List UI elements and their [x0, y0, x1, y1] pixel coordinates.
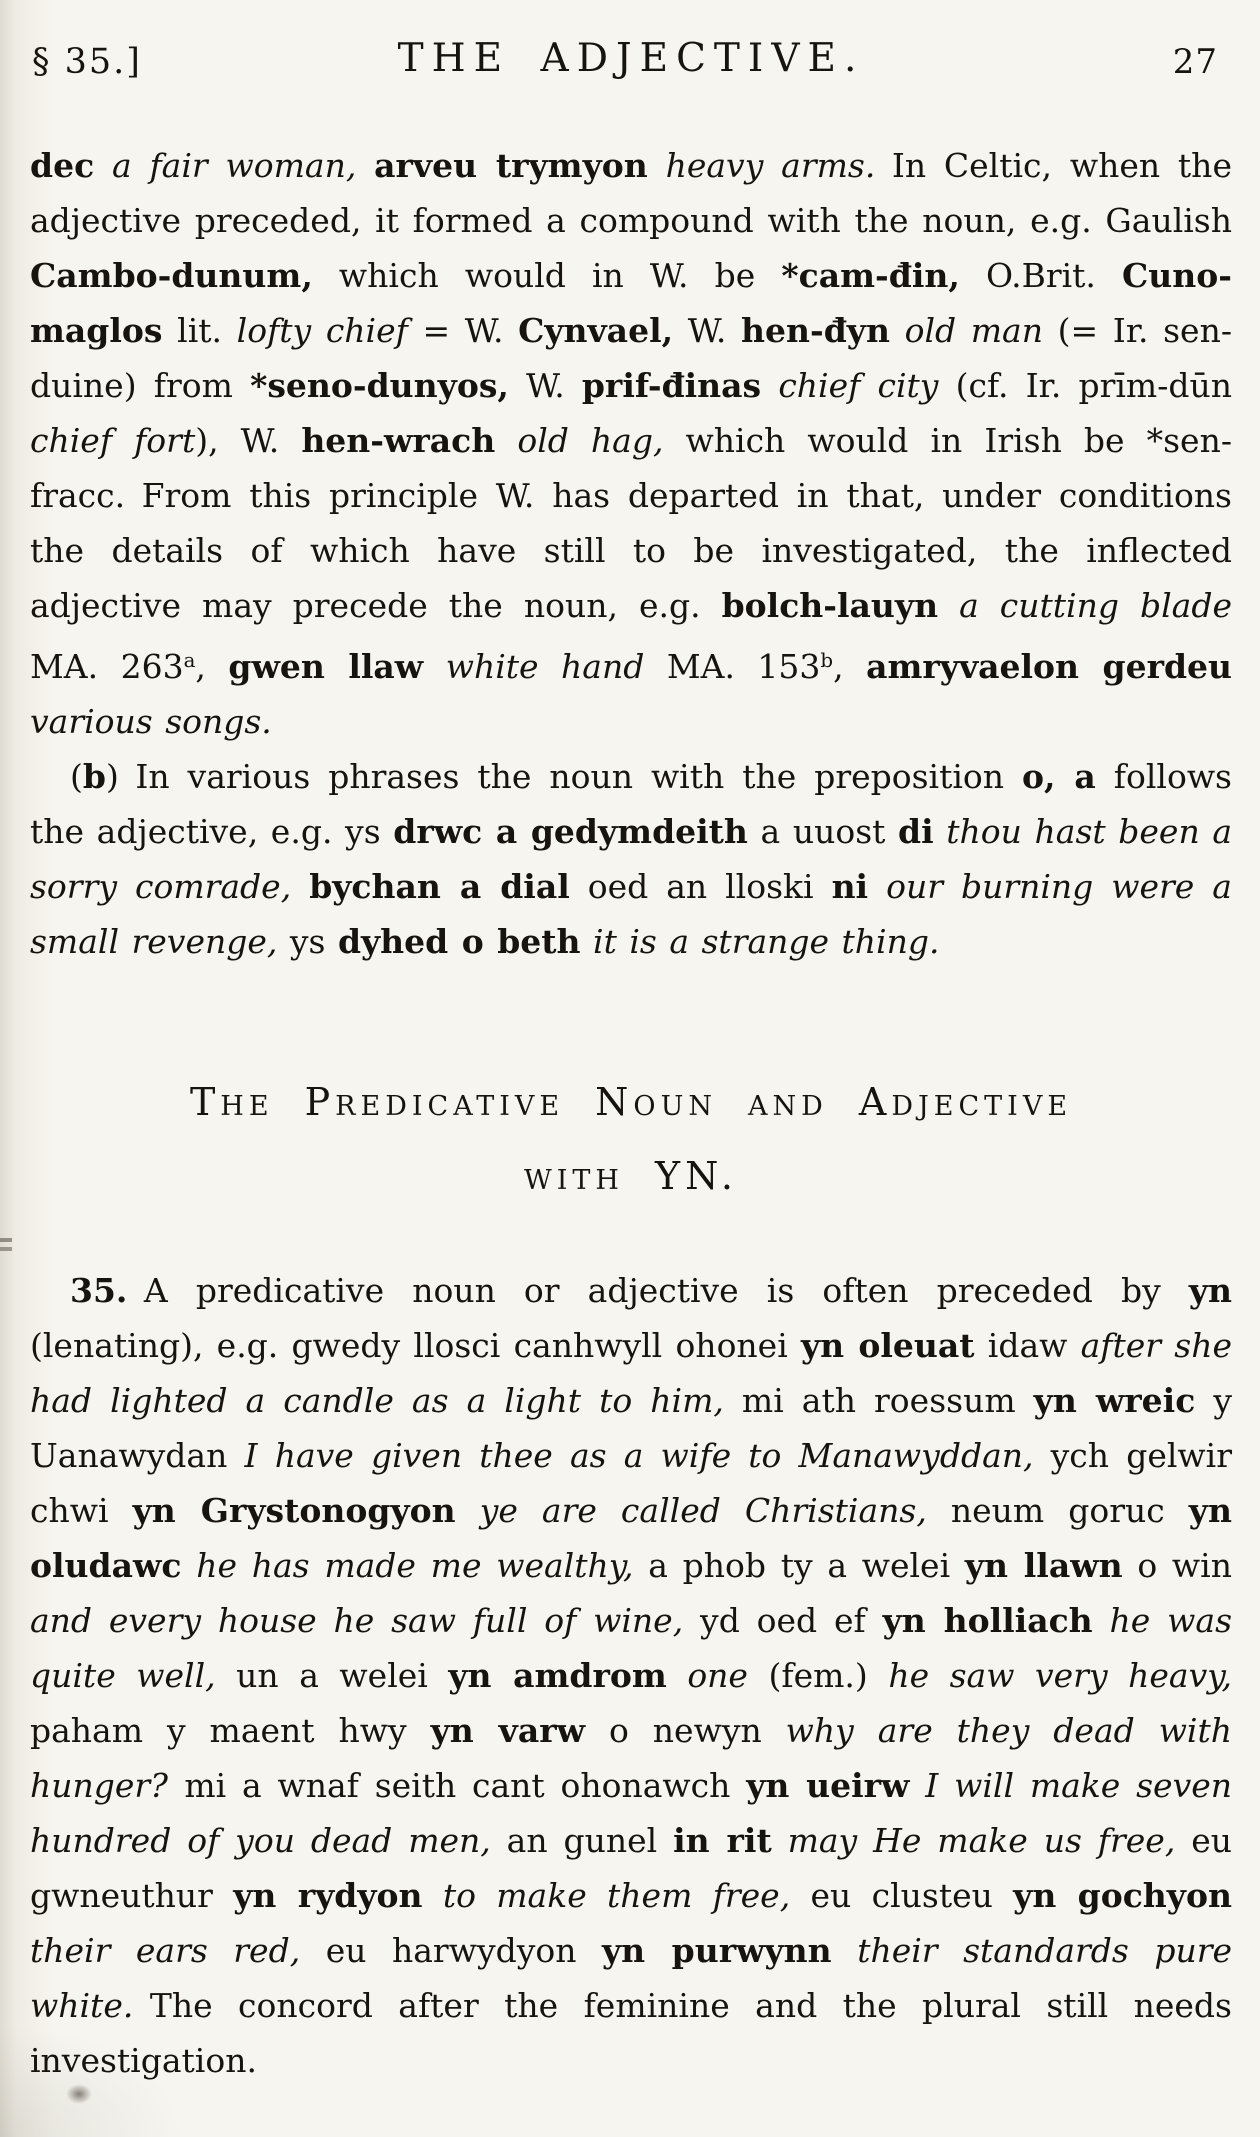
- text-run: *seno-dunyos,: [250, 366, 509, 405]
- section-marker: § 35.]: [32, 42, 142, 82]
- text-run: amryvaelon gerdeu: [866, 646, 1233, 686]
- text-run: yn oleuat: [801, 1325, 975, 1365]
- text-run: their ears red,: [30, 1930, 301, 1970]
- text-run: gwen llaw: [228, 646, 424, 686]
- text-run: W.: [673, 311, 742, 350]
- text-run: [772, 1821, 788, 1860]
- text-run: [495, 421, 517, 460]
- text-run: [291, 867, 309, 906]
- text-run: A predicative noun or adjective is often preceded by: [127, 1270, 1189, 1310]
- text-run: yn holliach: [882, 1600, 1093, 1640]
- text-run: ys: [277, 921, 338, 961]
- text-run: I have given thee as a wife to Manawyddan,: [244, 1435, 1034, 1475]
- text-run: yn rydyon: [233, 1875, 423, 1915]
- text-run: lit.: [162, 311, 237, 350]
- text-run: [581, 922, 594, 961]
- paragraph-adjective-continuation: [30, 138, 1232, 749]
- text-run: eu gwneuthur: [30, 1820, 1232, 1915]
- text-run: why are they dead with hunger?: [30, 1710, 1233, 1805]
- text-run: [934, 812, 947, 851]
- text-run: o win: [1122, 1545, 1232, 1585]
- text-run: which would in Irish be *sen-fracc. From this principle W. has departed in that, under conditions the details of which have still to be investigated, the inflected adjective may precede the noun, e.g.: [30, 421, 1232, 625]
- text-run: ), W.: [195, 421, 302, 460]
- text-run: may He make us free,: [787, 1820, 1176, 1860]
- text-run: follows the adjective, e.g. ys: [30, 756, 1232, 851]
- text-run: heavy arms.: [665, 146, 876, 185]
- text-run: [832, 1931, 858, 1970]
- text-run: a uuost: [747, 811, 899, 851]
- text-run: ni: [831, 866, 869, 906]
- text-run: di: [898, 811, 934, 851]
- text-run: yd oed ef: [683, 1600, 883, 1640]
- text-run: yn wreic: [1033, 1380, 1196, 1420]
- text-run: [456, 1491, 480, 1530]
- scan-smudge-artifact: [66, 2084, 92, 2104]
- text-run: [868, 867, 886, 906]
- text-run: he has made me wealthy,: [196, 1545, 634, 1585]
- text-run: our burning were a small revenge,: [30, 866, 1232, 961]
- text-run: a fair woman,: [111, 146, 357, 185]
- text-run: o, a: [1021, 756, 1096, 796]
- text-run: O.Brit.: [959, 256, 1123, 295]
- text-run: [423, 647, 446, 686]
- text-run: he was quite well,: [30, 1600, 1233, 1695]
- text-run: MA. 153: [644, 646, 821, 686]
- text-run: yn llawn: [964, 1545, 1123, 1585]
- text-run: lofty chief: [236, 311, 408, 350]
- text-run: chief fort: [30, 421, 196, 460]
- text-run: chief city: [778, 366, 939, 405]
- text-run: [938, 586, 959, 625]
- text-run: and every house he saw full of wine,: [30, 1600, 684, 1640]
- text-run: a: [183, 649, 196, 672]
- text-run: I will make seven hundred of you dead men,: [30, 1765, 1232, 1860]
- text-run: it is a strange thing.: [593, 921, 940, 961]
- text-run: Cambo-dunum,: [30, 256, 313, 295]
- page-number: 27: [1172, 42, 1218, 82]
- text-run: = W.: [407, 311, 519, 350]
- text-run: ) In various phrases the noun with the preposition: [105, 756, 1022, 796]
- text-run: [182, 1546, 197, 1585]
- text-run: [423, 1876, 443, 1915]
- text-run: (lenating), e.g. gwedy llosci canhwyll ohonei: [30, 1325, 801, 1365]
- text-run: bychan a dial: [309, 866, 570, 906]
- section-heading-line-2: with YN.: [523, 1153, 739, 1198]
- text-run: un a welei: [215, 1655, 449, 1695]
- text-run: yn: [1188, 1270, 1232, 1310]
- text-run: MA. 263: [30, 646, 184, 686]
- text-run: one: [687, 1655, 748, 1695]
- paragraph-b-phrases: [30, 749, 1232, 969]
- text-run: prif-đinas: [581, 366, 762, 405]
- text-run: hen-đyn: [741, 311, 890, 350]
- text-run: oed an lloski: [569, 866, 832, 906]
- text-run: yn purwynn: [601, 1930, 832, 1970]
- text-run: their standards pure white.: [30, 1930, 1233, 2025]
- text-run: In Celtic, when the adjective preceded, it formed a compound with the noun, e.g. Gaulish: [30, 146, 1232, 240]
- text-run: thou hast been a sorry comrade,: [30, 811, 1233, 906]
- text-run: [356, 146, 374, 185]
- text-run: various songs.: [30, 701, 272, 741]
- text-run: mi a wnaf seith cant ohonawch: [167, 1765, 747, 1805]
- text-run: b: [82, 756, 106, 796]
- text-run: drwc a gedymdeith: [393, 811, 748, 851]
- text-run: Cuno-maglos: [30, 256, 1232, 350]
- text-run: white hand: [445, 646, 645, 686]
- paragraph-35-predicative-yn: [30, 1263, 1232, 2088]
- text-run: [890, 311, 905, 350]
- text-run: bolch-lauyn: [721, 586, 939, 625]
- text-run: a cutting blade: [959, 586, 1232, 625]
- text-run: The concord after the feminine and the plural still needs investigation.: [30, 1985, 1232, 2080]
- text-run: (cf. Ir. prīm-dūn: [938, 366, 1233, 405]
- section-heading-line-1: The Predicative Noun and Adjective: [189, 1079, 1073, 1124]
- section-heading: [30, 1065, 1232, 1213]
- text-run: old hag,: [517, 421, 664, 460]
- text-run: ye are called Christians,: [479, 1490, 927, 1530]
- text-run: yn varw: [430, 1710, 586, 1750]
- text-run: dyhed o beth: [337, 921, 581, 961]
- text-run: W.: [508, 366, 582, 405]
- text-run: ych gelwir chwi: [30, 1435, 1232, 1530]
- text-run: idaw: [974, 1325, 1081, 1365]
- text-run: a phob ty a welei: [633, 1545, 965, 1585]
- text-run: yn ueirw: [746, 1765, 910, 1805]
- text-run: [667, 1656, 688, 1695]
- text-run: [1093, 1601, 1110, 1640]
- text-run: hen-wrach: [301, 421, 496, 460]
- text-run: yn Grystonogyon: [132, 1490, 456, 1530]
- text-run: [909, 1766, 925, 1805]
- text-run: to make them free,: [442, 1875, 791, 1915]
- text-run: 35.: [70, 1270, 128, 1310]
- running-head: [30, 34, 1232, 92]
- text-run: b: [820, 649, 834, 672]
- text-run: mi ath roessum: [723, 1380, 1034, 1420]
- text-run: paham y maent hwy: [30, 1710, 431, 1750]
- text-run: after she had lighted a candle as a light to him,: [30, 1325, 1232, 1420]
- text-run: o newyn: [585, 1710, 786, 1750]
- text-run: eu clusteu: [790, 1875, 1014, 1915]
- text-run: *cam-đin,: [781, 256, 960, 295]
- text-run: [761, 366, 778, 405]
- text-run: an gunel: [490, 1820, 674, 1860]
- text-run: (= Ir. sen-duine) from: [30, 311, 1232, 405]
- text-run: eu harwydyon: [300, 1930, 602, 1970]
- text-run: dec: [30, 146, 95, 185]
- text-run: yn amdrom: [448, 1655, 667, 1695]
- text-run: which would in W. be: [312, 256, 782, 295]
- text-run: ,: [833, 646, 867, 686]
- text-run: Cynvael,: [518, 311, 674, 350]
- text-run: he saw very heavy,: [888, 1655, 1232, 1695]
- text-run: yn oludawc: [30, 1490, 1232, 1585]
- text-run: old man: [904, 311, 1043, 350]
- text-run: neum goruc: [926, 1490, 1189, 1530]
- text-run: ,: [195, 646, 229, 686]
- text-run: (: [70, 756, 83, 796]
- text-run: yn gochyon: [1013, 1875, 1232, 1915]
- text-run: [94, 146, 112, 185]
- page-title: THE ADJECTIVE.: [397, 36, 865, 81]
- text-run: (fem.): [747, 1655, 889, 1695]
- text-run: y Uanawydan: [30, 1380, 1232, 1475]
- text-run: arveu trymyon: [374, 146, 648, 185]
- text-run: [648, 146, 666, 185]
- scan-margin-artifact: [0, 1238, 12, 1242]
- text-run: in rit: [673, 1820, 772, 1860]
